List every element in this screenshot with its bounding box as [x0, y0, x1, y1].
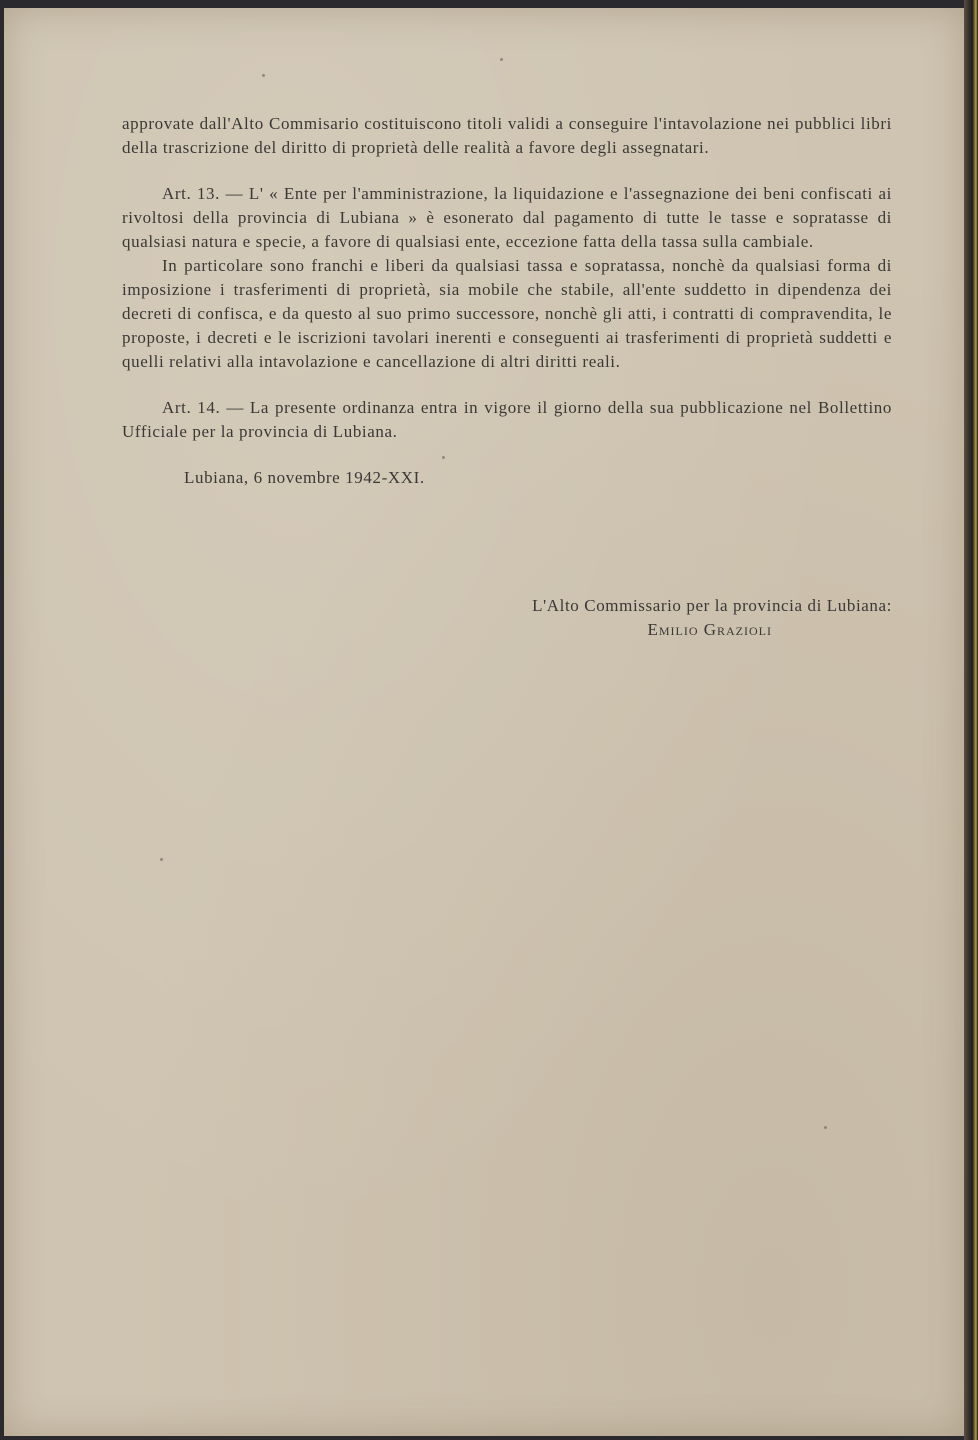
- paragraph-article-14: Art. 14. — La presente ordinanza entra in vigore il giorno della sua pubblicazione nel Bollettino Ufficiale per la provincia di Lubiana.: [122, 398, 892, 441]
- document-page: [4, 8, 964, 1436]
- paragraph-article-13: Art. 13. — L' « Ente per l'amministrazione, la liquidazione e l'assegnazione dei beni confiscati ai rivoltosi della provincia di Lubiana » è esonerato dal pagamento di tutte le tasse e sopratasse di qualsiasi natura e specie, a favore di qualsiasi ente, eccezione fatta della tassa sulla cambiale.: [122, 184, 892, 251]
- paper-speck: [824, 1126, 827, 1129]
- page-edge: [964, 0, 978, 1440]
- document-body: [122, 112, 892, 490]
- paragraph-article-13-detail: In particolare sono franchi e liberi da qualsiasi tassa e sopratassa, nonchè da qualsiasi forma di imposizione i trasferimenti di proprietà, sia mobile che stabile, all'ente suddetto in dipendenza dei decreti di confisca, e da questo al suo primo successore, nonchè gli atti, i contratti di compravendita, le proposte, i decreti e le iscrizioni tavolari inerenti e conseguenti ai trasferimenti di proprietà suddetti e quelli relativi alla intavolazione e cancellazione di altri diritti reali.: [122, 256, 892, 371]
- dateline: Lubiana, 6 novembre 1942-XXI.: [184, 468, 425, 487]
- paper-speck: [262, 74, 265, 77]
- paper-speck: [160, 858, 163, 861]
- signature-title: L'Alto Commissario per la provincia di Lubiana:: [532, 596, 892, 615]
- signature-block: [122, 594, 892, 642]
- paper-speck: [500, 58, 503, 61]
- signature-name: Emilio Grazioli: [647, 620, 772, 639]
- paper-speck: [442, 456, 445, 459]
- paragraph-continuation: approvate dall'Alto Commisario costituiscono titoli validi a conseguire l'intavolazione nei pubblici libri della trascrizione del diritto di proprietà delle realità a favore degli assegnatari.: [122, 114, 892, 157]
